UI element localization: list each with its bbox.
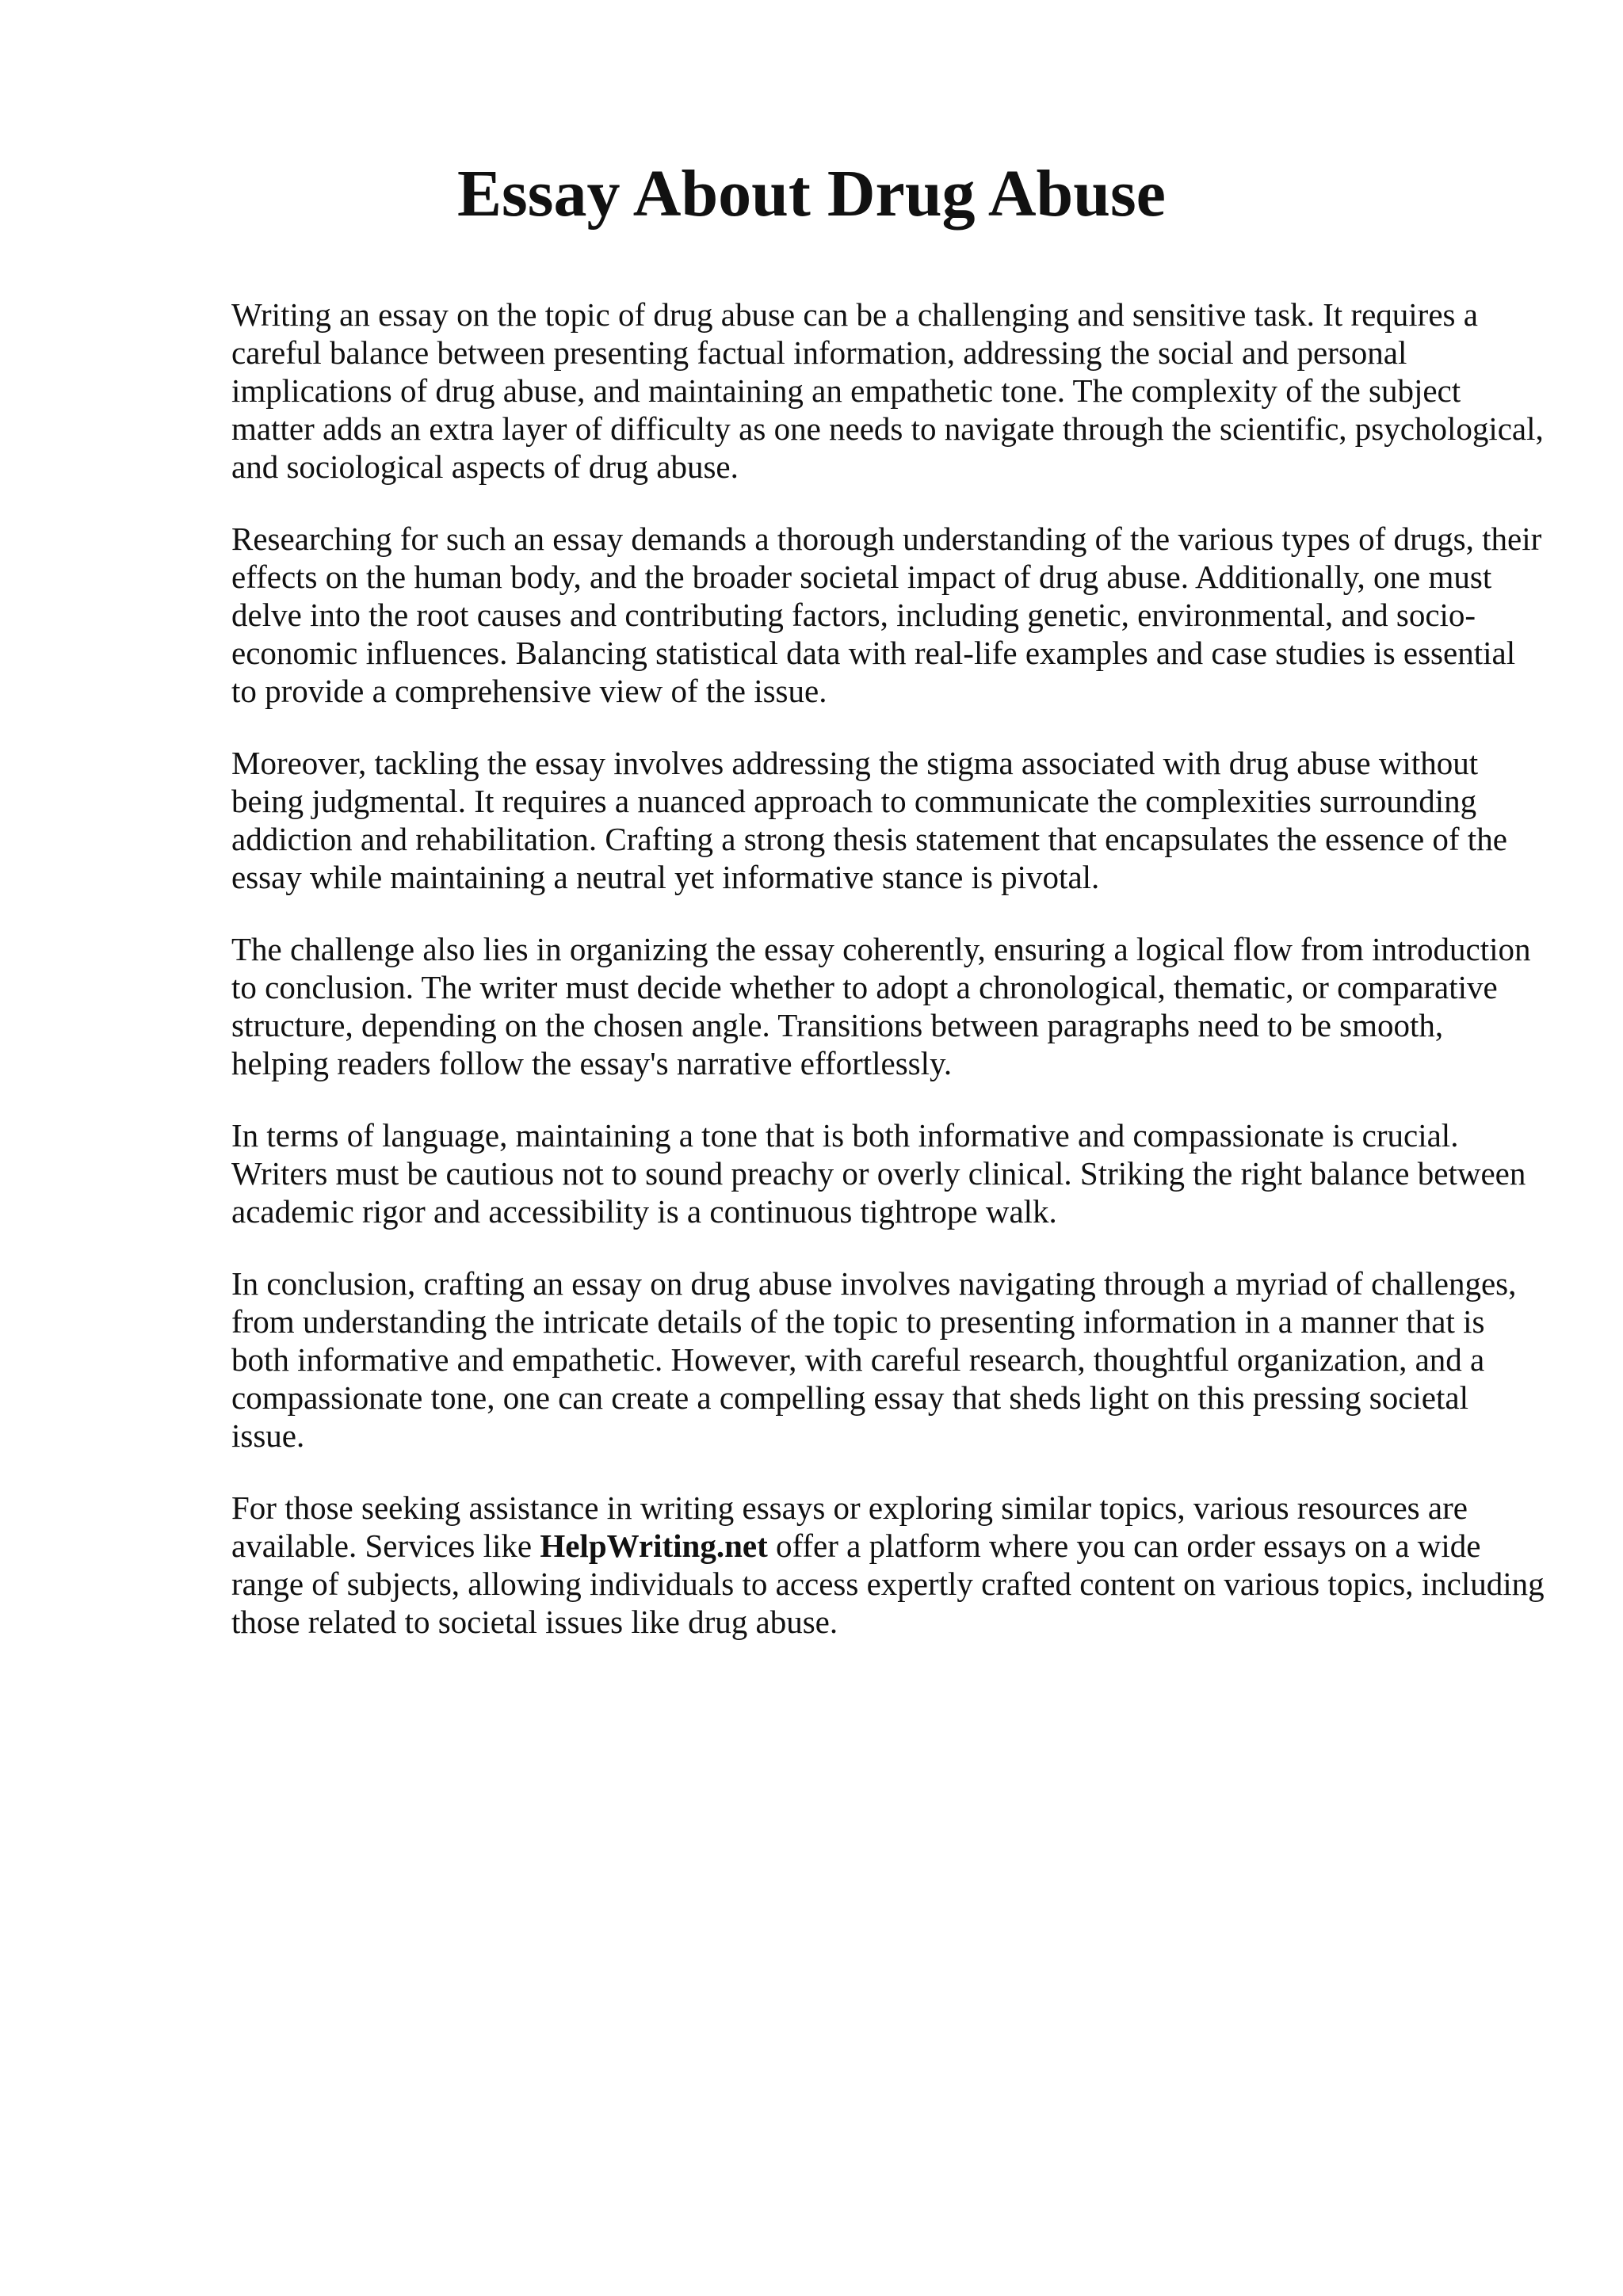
paragraph-4: The challenge also lies in organizing the essay coherently, ensuring a logical flow from introduction to conclusion. The writer must decide whether to adopt a chronological, thematic, or comparative structure, depending on the chosen angle. Transitions between paragraphs need to be smooth, helping readers follow the essay's narrative effortlessly. [231,931,1531,1081]
paragraph-2: Researching for such an essay demands a thorough understanding of the various types of drugs, their effects on the human body, and the broader societal impact of drug abuse. Additionally, one must delve into the root causes and contributing factors, including genetic, environmental, and socio-economic influences. Balancing statistical data with real-life examples and case studies is essential to provide a comprehensive view of the issue. [231,521,1542,709]
paragraph-5: In terms of language, maintaining a tone that is both informative and compassionate is crucial. Writers must be cautious not to sound preachy or overly clinical. Striking the right balance between academic rigor and accessibility is a continuous tightrope walk. [231,1117,1526,1230]
paragraph-7-rest: offer a platform where you can order essays on a wide range of subjects, allowing individuals to access expertly crafted content on various topics, including those related to societal issues like drug abuse. [231,1527,1545,1640]
paragraph-7-intro: For those seeking assistance in writing essays or exploring similar topics, various resources are available. Services like [231,1489,1468,1564]
helpwriting-link[interactable]: HelpWriting.net [540,1527,768,1564]
paragraph-1: Writing an essay on the topic of drug abuse can be a challenging and sensitive task. It requires a careful balance between presenting factual information, addressing the social and personal implications of drug abuse, and maintaining an empathetic tone. The complexity of the subject matter adds an extra layer of difficulty as one needs to navigate through the scientific, psychological, and sociological aspects of drug abuse. [231,296,1544,485]
paragraph-3: Moreover, tackling the essay involves addressing the stigma associated with drug abuse without being judgmental. It requires a nuanced approach to communicate the complexities surrounding addiction and rehabilitation. Crafting a strong thesis statement that encapsulates the essence of the essay while maintaining a neutral yet informative stance is pivotal. [231,745,1507,895]
paragraph-7 [231,1489,1547,1641]
essay-body [231,296,1547,1675]
page-title: Essay About Drug Abuse [457,157,1166,231]
paragraph-6: In conclusion, crafting an essay on drug abuse involves navigating through a myriad of challenges, from understanding the intricate details of the topic to presenting information in a manner that is both informative and empathetic. However, with careful research, thoughtful organization, and a compassionate tone, one can create a compelling essay that sheds light on this pressing societal issue. [231,1265,1517,1454]
